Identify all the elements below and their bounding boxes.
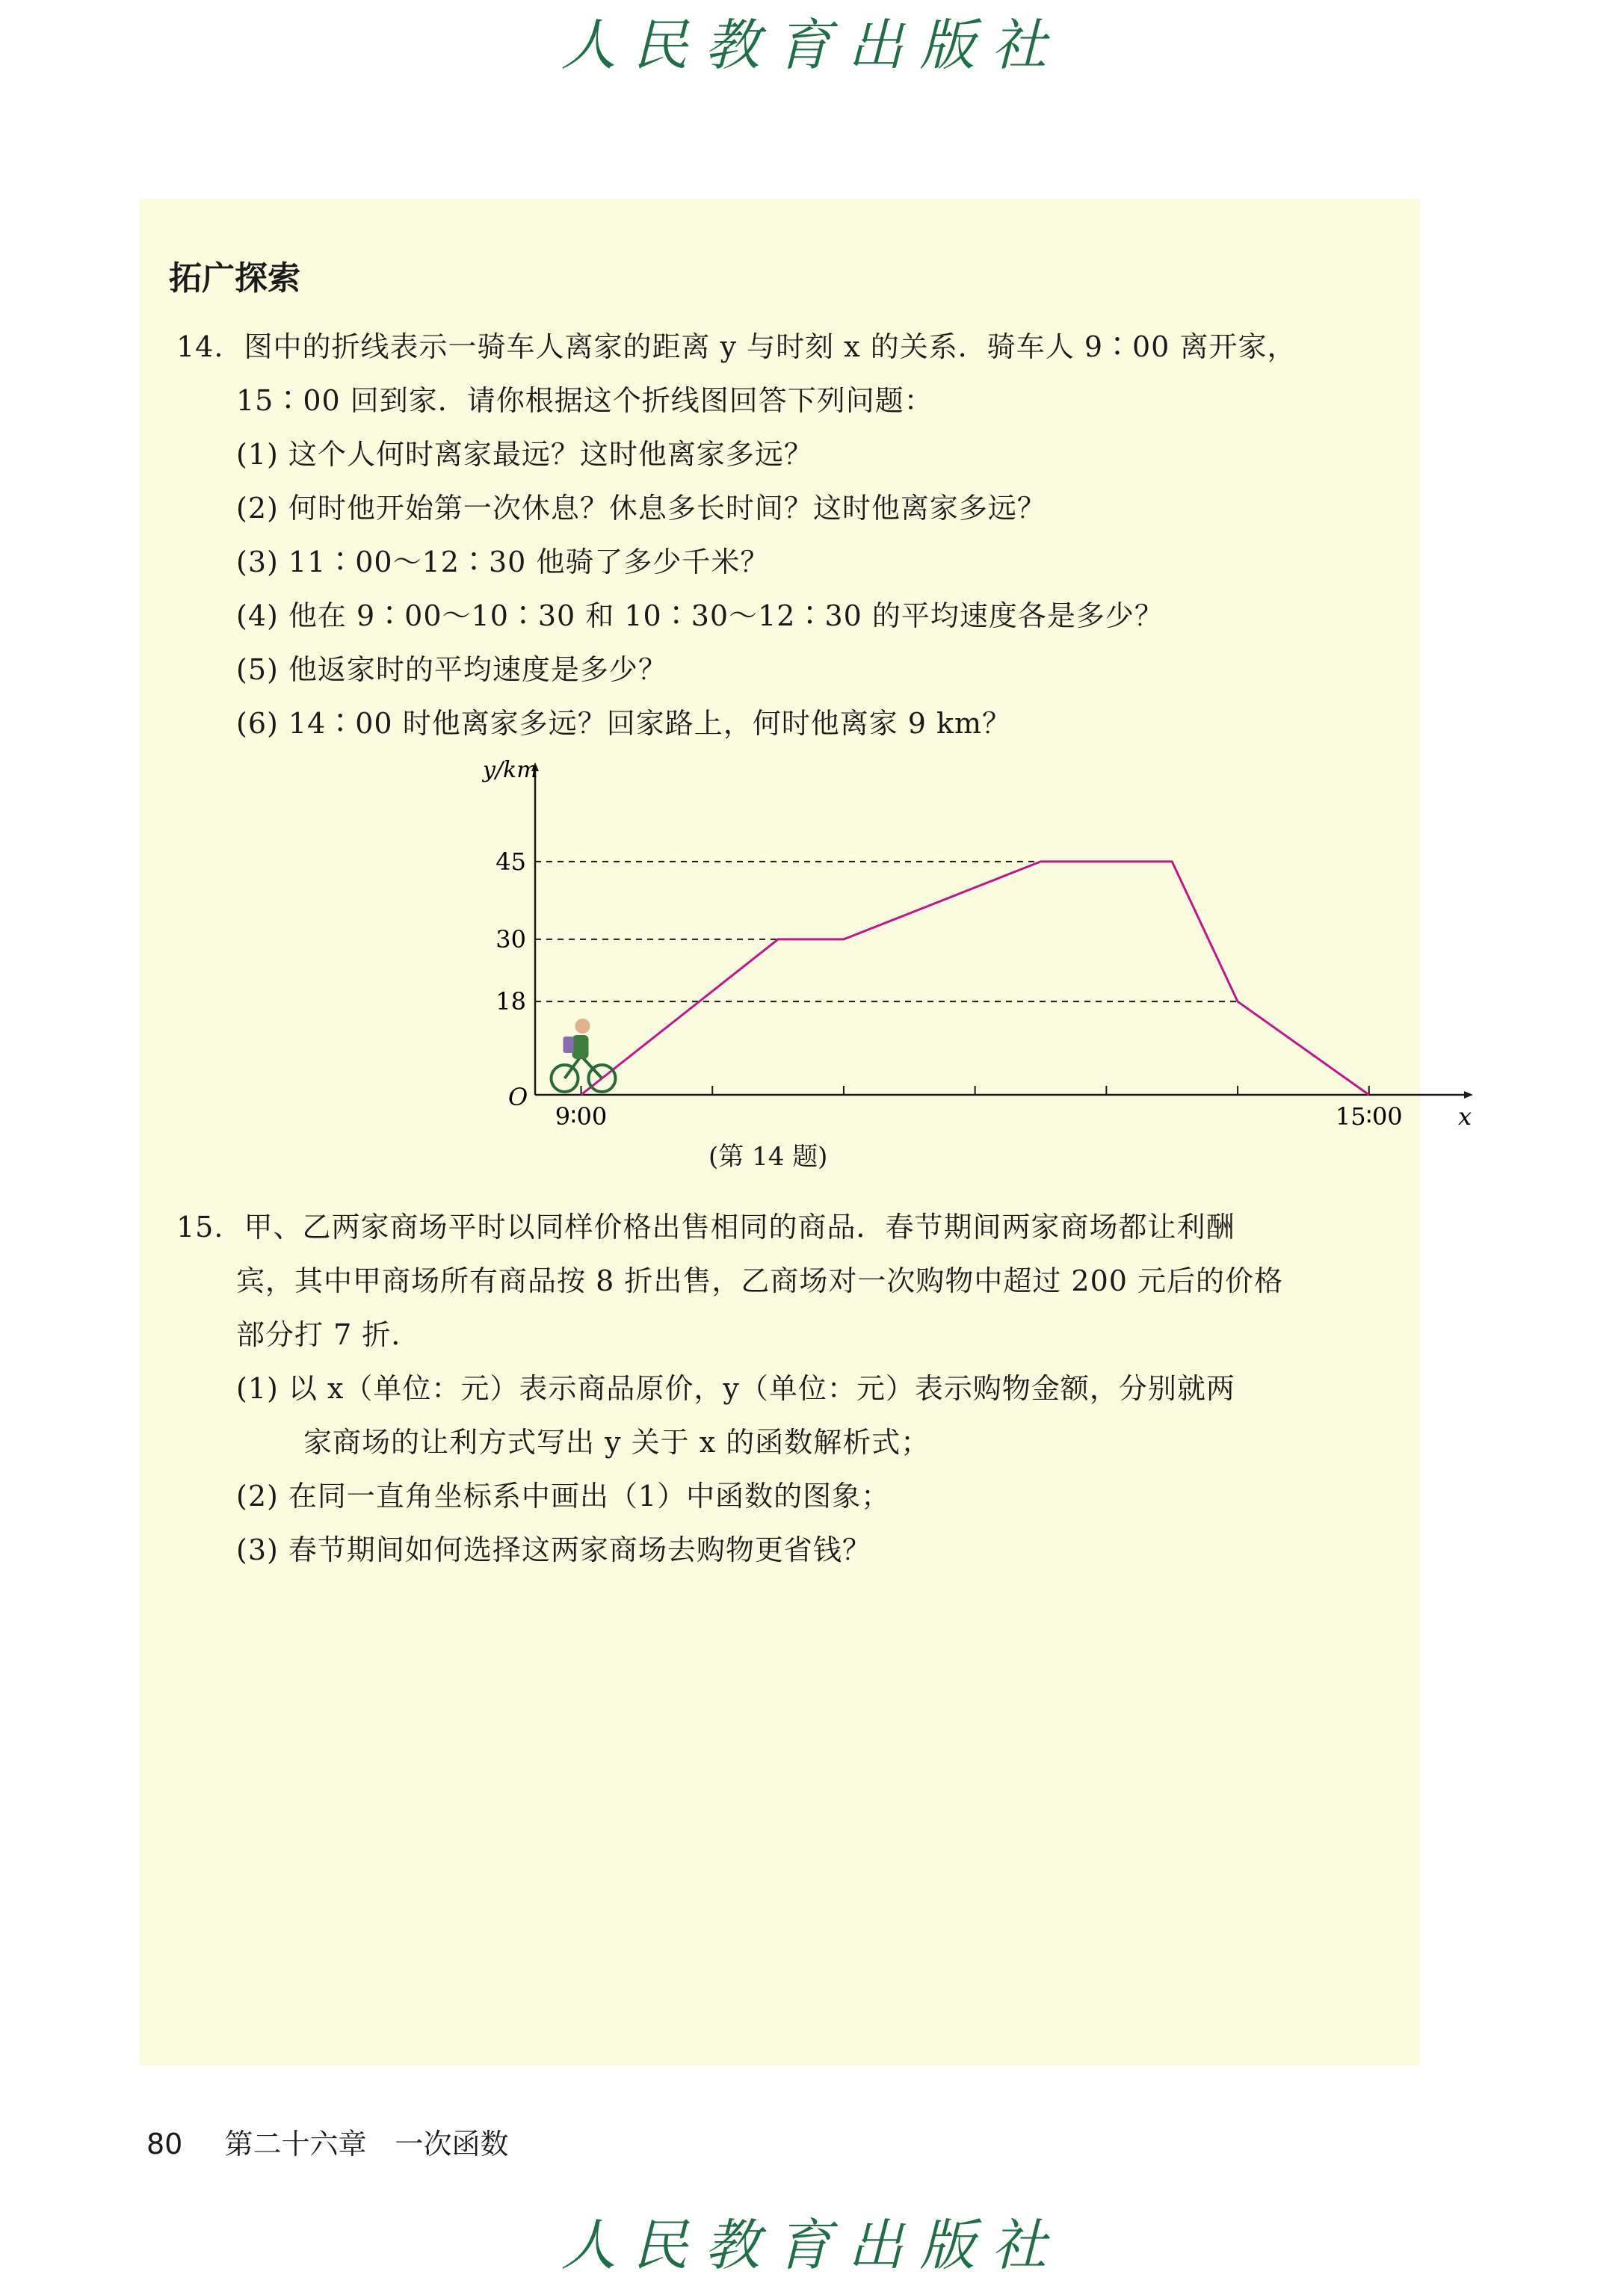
x-axis-label: x bbox=[1458, 1102, 1472, 1131]
q15-part-1-line1: (1) 以 x（单位：元）表示商品原价，y（单位：元）表示购物金额，分别就两 bbox=[236, 1372, 1235, 1405]
publisher-header: 人民教育出版社 bbox=[561, 13, 1063, 78]
q14-caption: (第 14 题) bbox=[708, 1142, 828, 1172]
q14-number: 14. bbox=[176, 330, 224, 363]
q14-part-1: (1) 这个人何时离家最远？这时他离家多远？ bbox=[236, 438, 813, 471]
q14-part-5: (5) 他返家时的平均速度是多少？ bbox=[236, 653, 667, 686]
q15-number: 15. bbox=[176, 1211, 224, 1244]
q15-stem-text1: 甲、乙两家商场平时以同样价格出售相同的商品．春节期间两家商场都让利酬 bbox=[244, 1211, 1235, 1244]
q15-part-3: (3) 春节期间如何选择这两家商场去购物更省钱？ bbox=[236, 1533, 871, 1566]
q14-part-4: (4) 他在 9∶00～10∶30 和 10∶30～12∶30 的平均速度各是多少？ bbox=[236, 599, 1164, 632]
y-tick-label: 30 bbox=[495, 924, 526, 954]
q15-part-2: (2) 在同一直角坐标系中画出（1）中函数的图象； bbox=[236, 1480, 891, 1513]
chapter-title: 第二十六章 一次函数 bbox=[224, 2128, 509, 2160]
q14-part-3: (3) 11∶00～12∶30 他骑了多少千米？ bbox=[236, 546, 770, 578]
exercise-panel bbox=[139, 199, 1472, 2066]
cyclist-illustration bbox=[552, 1019, 616, 1092]
y-axis-label: y/km bbox=[483, 757, 538, 783]
distance-line bbox=[581, 862, 1369, 1095]
q14-stem-line1 bbox=[176, 330, 1296, 365]
q14-part-6: (6) 14∶00 时他离家多远？回家路上，何时他离家 9 km？ bbox=[236, 707, 1012, 740]
origin-label: O bbox=[508, 1083, 528, 1111]
q14-part-2: (2) 何时他开始第一次休息？休息多长时间？这时他离家多远？ bbox=[236, 492, 1046, 525]
q14-stem-text1: 图中的折线表示一骑车人离家的距离 y 与时刻 x 的关系．骑车人 9∶00 离开家， bbox=[244, 330, 1297, 363]
page-footer bbox=[146, 2121, 508, 2162]
q14-stem-line2: 15∶00 回到家．请你根据这个折线图回答下列问题： bbox=[236, 384, 933, 417]
y-tick-label: 18 bbox=[495, 987, 526, 1016]
publisher-footer: 人民教育出版社 bbox=[561, 2214, 1063, 2278]
q15-part-1-line2: 家商场的让利方式写出 y 关于 x 的函数解析式； bbox=[303, 1426, 930, 1459]
q15-stem-line2: 宾，其中甲商场所有商品按 8 折出售，乙商场对一次购物中超过 200 元后的价格 bbox=[236, 1264, 1284, 1297]
y-tick-label: 45 bbox=[495, 847, 526, 876]
q15-stem-line3: 部分打 7 折． bbox=[236, 1318, 421, 1351]
x-tick-label: 9∶00 bbox=[555, 1102, 608, 1131]
distance-time-chart bbox=[333, 755, 1472, 1131]
page-number: 80 bbox=[146, 2128, 183, 2160]
x-tick-label: 15∶00 bbox=[1335, 1102, 1403, 1131]
q15-stem-line1 bbox=[176, 1211, 1235, 1245]
section-title: 拓广探索 bbox=[169, 259, 300, 297]
